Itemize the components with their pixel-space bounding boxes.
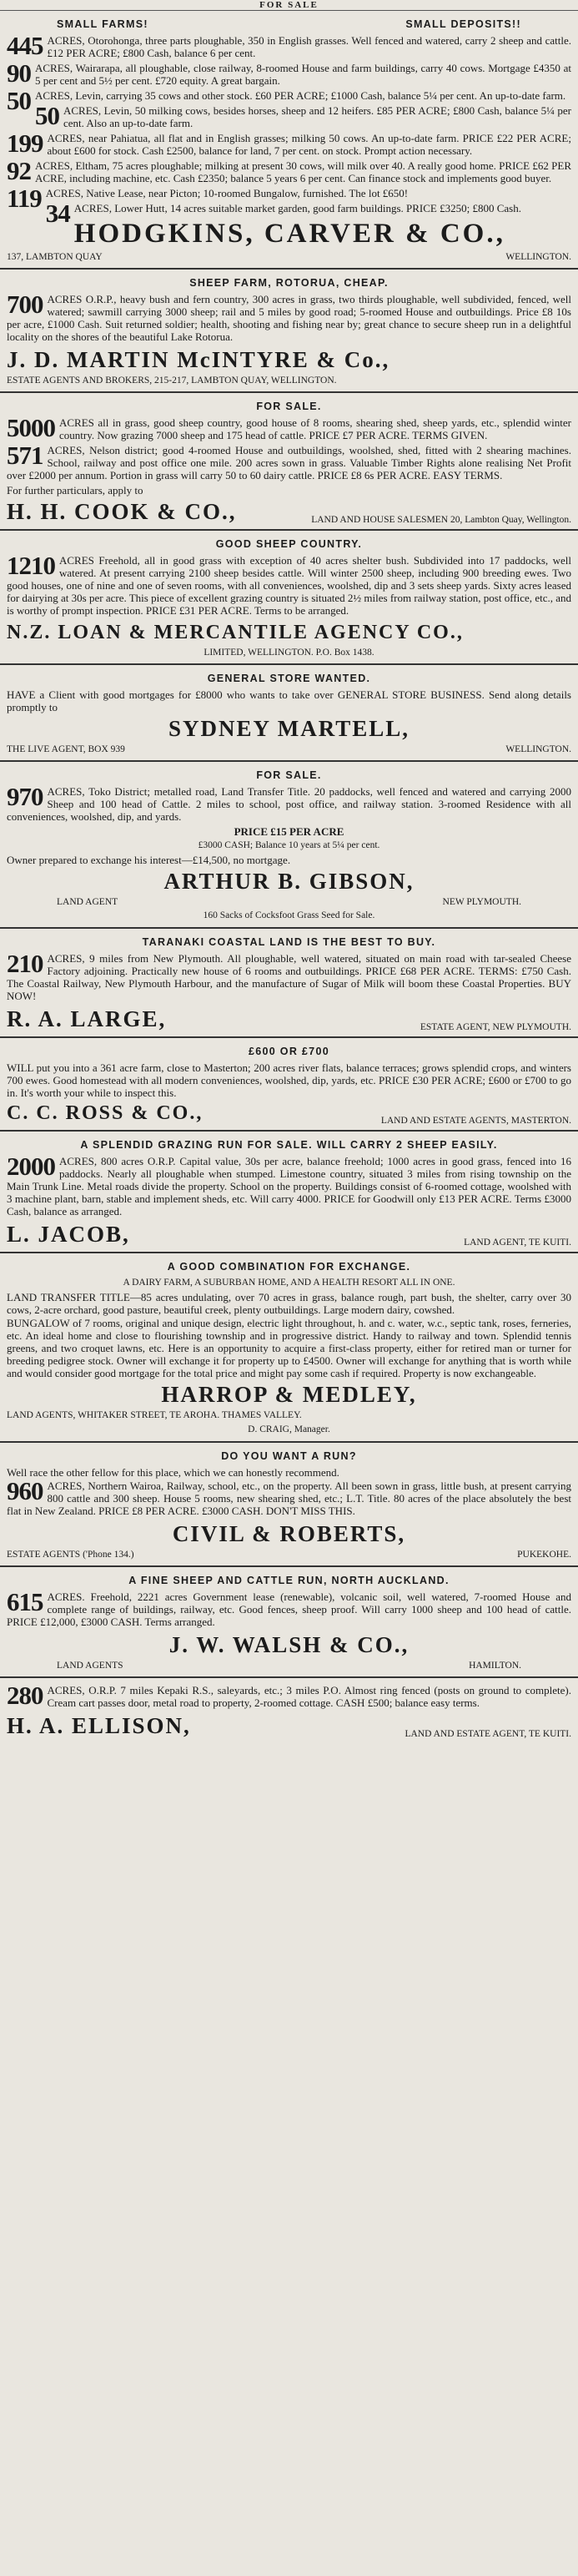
acre-number: 1210 bbox=[7, 551, 55, 580]
ad-header: TARANAKI COASTAL LAND IS THE BEST TO BUY. bbox=[142, 936, 436, 948]
terms-line: £3000 CASH; Balance 10 years at 5¼ per cent. bbox=[198, 840, 380, 850]
listing-text: ACRES, Nelson district; good 4-roomed House and outbuildings, woolshed, shed, fitted with 2 shearing machines. School, railway and post office one mile. 200 acres sown in grass. Valuable Timber Rights alone realising Net Profit over £2000 per annum. Portion in grass will carry 50 to 60 dairy cattle. PRICE £8 6s PER ACRE. EASY TERMS. bbox=[7, 444, 571, 481]
ad-subheader: A DAIRY FARM, A SUBURBAN HOME, AND A HEALTH RESORT ALL IN ONE. bbox=[123, 1278, 455, 1288]
listing-text: ACRES, Otorohonga, three parts ploughable, 350 in English grasses. Well fenced and watered, carry 2 sheep and cattle. £12 PER ACRE; £800 Cash, balance 6 per cent. bbox=[47, 34, 571, 59]
ad-header: FOR SALE. bbox=[256, 401, 322, 412]
address-right: D. CRAIG, Manager. bbox=[248, 1424, 330, 1434]
address-right: WELLINGTON. bbox=[505, 744, 571, 754]
ad-header: A SPLENDID GRAZING RUN FOR SALE. WILL CARRY 2 SHEEP EASILY. bbox=[80, 1139, 498, 1151]
ad-civil-roberts bbox=[0, 1443, 578, 1567]
address-left: LIMITED, WELLINGTON. P.O. Box 1438. bbox=[204, 648, 374, 658]
agent-address bbox=[7, 896, 571, 908]
ad-header: A GOOD COMBINATION FOR EXCHANGE. bbox=[167, 1261, 411, 1273]
listing bbox=[7, 782, 571, 823]
listing-text: ACRES, Levin, carrying 35 cows and other stock. £60 PER ACRE; £1000 Cash, balance 5¼ per cent. An up-to-date farm. bbox=[35, 89, 566, 102]
ad-harrop bbox=[0, 1253, 578, 1443]
agent-note: LAND AND HOUSE SALESMEN 20, Lambton Quay, Wellington. bbox=[311, 515, 571, 525]
agent-address bbox=[7, 744, 571, 755]
acre-number: 199 bbox=[7, 129, 43, 158]
agent-name: CIVIL & ROBERTS, bbox=[172, 1521, 406, 1546]
ad-martell bbox=[0, 665, 578, 762]
agent-name: L. JACOB, bbox=[7, 1222, 130, 1247]
listing-text: ACRES, O.R.P. 7 miles Kepaki R.S., saleyards, etc.; 3 miles P.O. Almost ring fenced (posts on ground to complete). Cream cart passes door, metal road to property, 2-roomed cottage. CASH £500; balance easy terms. bbox=[47, 1684, 571, 1709]
listing-text: ACRES, 800 acres O.R.P. Capital value, 30s per acre, balance freehold; 1000 acres in good grass, fenced into 16 paddocks. Nearly all ploughable when stumped. Limestone country, situated 3 miles from rising township on the Main Trunk Line. Metal roads divide the property. School on the property. Buildings consist of 6-roomed cottage, woolshed with 3 machine plant, barn, stable and implement sheds, etc. Will carry 4000. PRICE for Goodwill only £13 PER ACRE. Terms £3000 Cash, balance as arranged. bbox=[7, 1155, 571, 1217]
ad-gibson bbox=[0, 762, 578, 929]
listing bbox=[7, 101, 571, 130]
acre-number: 615 bbox=[7, 1587, 43, 1616]
ad-header: DO YOU WANT A RUN? bbox=[221, 1450, 357, 1462]
agent-row bbox=[7, 1711, 571, 1740]
acre-number: 280 bbox=[7, 1681, 43, 1710]
ad-header bbox=[7, 18, 571, 31]
agent-address bbox=[7, 375, 571, 386]
agent-row bbox=[7, 1100, 571, 1127]
acre-number: 50 bbox=[35, 101, 59, 130]
acre-number: 445 bbox=[7, 31, 43, 60]
agent-address bbox=[7, 1549, 571, 1560]
acre-number: 2000 bbox=[7, 1152, 55, 1181]
listing bbox=[7, 949, 571, 1002]
agent-name: ARTHUR B. GIBSON, bbox=[163, 869, 415, 894]
listing bbox=[7, 31, 571, 60]
address-right: HAMILTON. bbox=[469, 1661, 521, 1671]
price-line: PRICE £15 PER ACRE bbox=[234, 825, 344, 838]
listing bbox=[7, 156, 571, 185]
listing-text: ACRES, Lower Hutt, 14 acres suitable market garden, good farm buildings. PRICE £3250; £800 Cash. bbox=[73, 202, 521, 214]
ad-body: WILL put you into a 361 acre farm, close to Masterton; 200 acres river flats, balance terraces; grows splendid crops, and winters 700 ewes. Good homestead with all modern conveniences, woolshed, dip, yards, etc. PRICE £30 PER ACRE; £600 or £700 to go in. It's worth your while to inspect this. bbox=[7, 1061, 571, 1099]
ad-nz-loan bbox=[0, 531, 578, 665]
acre-number: 34 bbox=[45, 199, 70, 228]
owner-line: Owner prepared to exchange his interest—£14,500, no mortgage. bbox=[7, 854, 291, 866]
paragraph: LAND TRANSFER TITLE—85 acres undulating, over 70 acres in grass, balance rough, part bush, the shelter, carry over 30 cows, 2-acre orchard, good pasture, beautiful creek, plenty outbuildings. Large modern dairy, cowshed. bbox=[7, 1291, 571, 1316]
listing-text: ACRES, Wairarapa, all ploughable, close railway, 8-roomed House and farm buildings, carry 40 cows. Mortgage £4350 at 5 per cent and 5½ per cent. £720 equity. A great bargain. bbox=[35, 62, 571, 87]
address-left: THE LIVE AGENT, BOX 939 bbox=[7, 744, 125, 754]
agent-name: N.Z. LOAN & MERCANTILE AGENCY CO., bbox=[7, 622, 464, 643]
listing bbox=[7, 1476, 571, 1517]
ad-header: £600 OR £700 bbox=[249, 1046, 329, 1057]
address-right: WELLINGTON. bbox=[505, 252, 571, 262]
agent-name: J. W. WALSH & CO., bbox=[168, 1632, 410, 1657]
listing-text: ACRES all in grass, good sheep country, good house of 8 rooms, shearing shed, sheep yards, etc., splendid winter country. Now grazing 7000 sheep and 175 head of cattle. PRICE £7 PER ACRE. TERMS GIVEN. bbox=[59, 416, 571, 441]
address-left: ESTATE AGENTS ('Phone 134.) bbox=[7, 1550, 134, 1560]
ad-header: SHEEP FARM, ROTORUA, CHEAP. bbox=[189, 277, 389, 289]
acre-number: 90 bbox=[7, 58, 31, 88]
header-right: SMALL DEPOSITS!! bbox=[405, 18, 521, 30]
acre-number: 700 bbox=[7, 290, 43, 319]
listing bbox=[7, 1587, 571, 1628]
extra-line: 160 Sacks of Cocksfoot Grass Seed for Sale. bbox=[203, 910, 375, 920]
agent-name: R. A. LARGE, bbox=[7, 1006, 167, 1031]
ad-jacob bbox=[0, 1132, 578, 1253]
listing bbox=[7, 199, 571, 228]
listing bbox=[7, 290, 571, 343]
agent-address bbox=[7, 1660, 571, 1671]
acre-number: 5000 bbox=[7, 413, 55, 442]
agent-name: SYDNEY MARTELL, bbox=[168, 716, 410, 741]
listing bbox=[7, 129, 571, 158]
ad-large bbox=[0, 929, 578, 1038]
listing-text: ACRES, Toko District; metalled road, Land Transfer Title. 20 paddocks, well fenced and watered and carrying 2000 Sheep and 100 head of Cattle. 2 miles to school, post office, and railway station. 3-roomed Residence with all conveniences, woolshed, dip, and yards. bbox=[7, 785, 571, 823]
address-left: ESTATE AGENTS AND BROKERS, 215-217, LAMBTON QUAY, WELLINGTON. bbox=[7, 376, 337, 386]
listing-text: ACRES, Northern Wairoa, Railway, school, etc., on the property. All been sown in grass, little bush, at present carrying 800 cattle and 300 sheep. House 5 rooms, new shearing shed, etc.; L.T. Title. 80 acres of the place absolutely the best flat in New Zealand. PRICE £8 PER ACRE. £3000 CASH. DON'T MISS THIS. bbox=[7, 1480, 571, 1517]
agent-note: ESTATE AGENT, NEW PLYMOUTH. bbox=[420, 1022, 571, 1032]
acre-number: 50 bbox=[7, 86, 31, 115]
ad-ellison bbox=[0, 1678, 578, 1743]
acre-number: 571 bbox=[7, 441, 43, 470]
listing-text: ACRES, Eltham, 75 acres ploughable; milking at present 30 cows, will milk over 40. A really good home. PRICE £62 PER ACRE, including machine, etc. Cash £2350; balance 5 years 6 per cent. Can finance stock and implements good buyer. bbox=[35, 159, 571, 184]
agent-name: H. H. COOK & CO., bbox=[7, 499, 237, 524]
listing-text: ACRES, near Pahiatua, all flat and in English grasses; milking 50 cows. An up-to-date farm. PRICE £22 PER ACRE; about £600 for stock. Cash £2500, balance for land, 7 per cent. on stock. Prompt action necessary. bbox=[47, 132, 571, 157]
ad-cook bbox=[0, 393, 578, 531]
listing bbox=[7, 413, 571, 442]
acre-number: 970 bbox=[7, 782, 43, 811]
ad-header: A FINE SHEEP AND CATTLE RUN, NORTH AUCKLAND. bbox=[128, 1575, 450, 1586]
ad-intro: Well race the other fellow for this place, which we can honestly recommend. bbox=[7, 1466, 339, 1479]
agent-name: J. D. MARTIN McINTYRE & Co., bbox=[7, 347, 390, 372]
agent-note: LAND AND ESTATE AGENT, TE KUITI. bbox=[405, 1729, 571, 1739]
paragraph: BUNGALOW of 7 rooms, original and unique design, electric light throughout, h. and c. water, w.c., septic tank, roses, ferneries, etc. An ideal home and close to flourishing township and in progressive district. Handy to railway and town. Splendid tennis greens, and two croquet lawns, etc. Here is an opportunity to acquire a first-class property, either for retired man or turner for breeding pedigree stock. Owner will exchange it for property up to £4500. Owner will exchange for anything that is worth while and would consider good mortgage for the total price and might pay some cash if required. Property is now exchangeable. bbox=[7, 1317, 571, 1379]
agent-name: H. A. ELLISON, bbox=[7, 1713, 191, 1738]
listing bbox=[7, 551, 571, 617]
acre-number: 210 bbox=[7, 949, 43, 978]
listing-text: ACRES, 9 miles from New Plymouth. All ploughable, well watered, situated on main road with tar-sealed Cheese Factory adjoining. Practically new house of 6 rooms and outbuildings. PRICE £68 PER ACRE. TERMS: £750 Cash. The Coastal Railway, New Plymouth Harbour, and the manufacture of Sugar of Milk will boom these Coastal Properties. BUY NOW! bbox=[7, 952, 571, 1002]
listing-text: ACRES O.R.P., heavy bush and fern country, 300 acres in grass, two thirds ploughable, well subdivided, fenced, well watered; sawmill carrying 3000 sheep; rail and 5 miles by good road; 5-roomed House and outbuildings. Price £8 10s per acre, £1000 Cash. Suit returned soldier; health, shooting and fishing near by; great chance to secure sheep run in a delightful locality on the shores of the beautiful Lake Rotorua. bbox=[7, 293, 571, 343]
acre-number: 960 bbox=[7, 1476, 43, 1505]
address-left: 137, LAMBTON QUAY bbox=[7, 252, 103, 262]
listing-text: ACRES Freehold, all in good grass with exception of 40 acres shelter bush. Subdivided into 17 paddocks, well watered. At present carrying 2100 sheep besides cattle. Will winter 2500 sheep, including 900 breeding ewes. Two good houses, one of nine and one of seven rooms, with all conveniences, woolshed, dip and 3 sets sheep yards. Sixty acres leased for dairying at 30s per acre. This piece of excellent grazing country is situated 2½ miles from railway station, post office, etc., and is worthy of prompt inspection. PRICE £31 PER ACRE. Terms to be arranged. bbox=[7, 554, 571, 617]
acre-number: 119 bbox=[7, 184, 42, 213]
ad-body: HAVE a Client with good mortgages for £8000 who wants to take over GENERAL STORE BUSINESS. Send along details promptly to bbox=[7, 688, 571, 713]
ad-header: GENERAL STORE WANTED. bbox=[207, 673, 371, 684]
ad-walsh bbox=[0, 1567, 578, 1678]
agent-row bbox=[7, 497, 571, 526]
agent-name: C. C. ROSS & CO., bbox=[7, 1102, 204, 1124]
listing bbox=[7, 441, 571, 481]
agent-address bbox=[7, 647, 571, 658]
agent-address bbox=[7, 251, 571, 263]
header-left: SMALL FARMS! bbox=[57, 18, 148, 30]
listing bbox=[7, 1681, 571, 1710]
listing-text: ACRES, Native Lease, near Picton; 10-roomed Bungalow, furnished. The lot £650! bbox=[45, 187, 409, 199]
agent-name: HARROP & MEDLEY, bbox=[161, 1382, 417, 1407]
address-left: LAND AGENTS bbox=[57, 1661, 123, 1671]
listing-text: ACRES. Freehold, 2221 acres Government lease (renewable), volcanic soil, well watered, 7-roomed House and complete range of buildings, railway, etc. Good fences, sheep proof. Will carry 1000 sheep and 100 head of cattle. PRICE £12,000, £3000 CASH. Terms arranged. bbox=[7, 1590, 571, 1628]
ad-mcintyre bbox=[0, 270, 578, 393]
agent-note: LAND AGENT, TE KUITI. bbox=[464, 1238, 571, 1248]
ad-header: FOR SALE. bbox=[256, 769, 322, 781]
acre-number: 92 bbox=[7, 156, 31, 185]
agent-row bbox=[7, 1220, 571, 1248]
ad-header: GOOD SHEEP COUNTRY. bbox=[215, 538, 363, 550]
further-particulars: For further particulars, apply to bbox=[7, 484, 143, 497]
ad-ross bbox=[0, 1038, 578, 1132]
agent-row bbox=[7, 1005, 571, 1033]
address-left: LAND AGENTS, WHITAKER STREET, TE AROHA. THAMES VALLEY. bbox=[7, 1410, 302, 1420]
address-right: PUKEKOHE. bbox=[517, 1550, 571, 1560]
address-right: NEW PLYMOUTH. bbox=[442, 897, 521, 907]
listing bbox=[7, 1152, 571, 1217]
address-left: LAND AGENT bbox=[57, 897, 118, 907]
ad-hodgkins bbox=[0, 11, 578, 270]
listing bbox=[7, 58, 571, 88]
agent-name: HODGKINS, CARVER & CO., bbox=[73, 219, 505, 249]
listing-text: ACRES, Levin, 50 milking cows, besides horses, sheep and 12 heifers. £85 PER ACRE; £800 Cash, balance 5¼ per cent. Also an up-to-date farm. bbox=[63, 104, 571, 129]
top-strip: FOR SALE bbox=[0, 0, 578, 11]
listing bbox=[7, 86, 571, 115]
agent-note: LAND AND ESTATE AGENTS, MASTERTON. bbox=[380, 1116, 571, 1126]
